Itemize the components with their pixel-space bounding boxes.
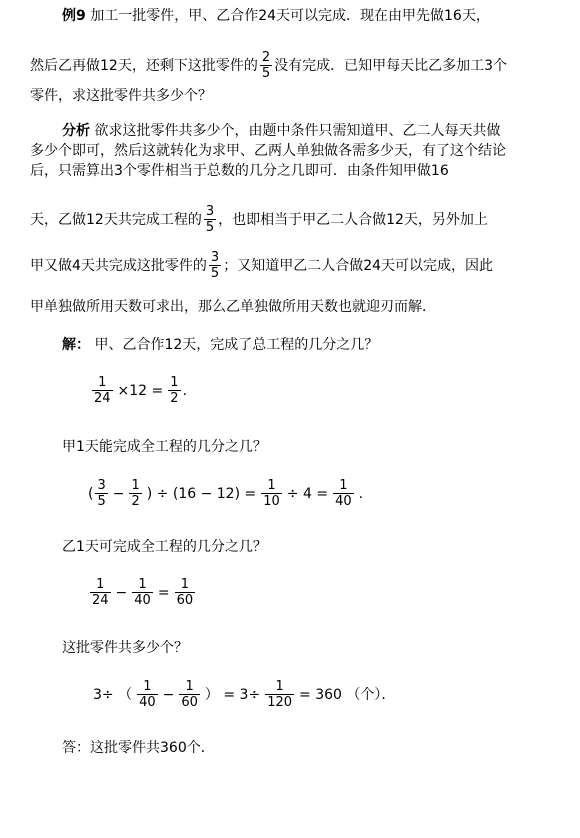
fraction-denominator: 40 xyxy=(134,593,151,608)
fraction-denominator: 120 xyxy=(267,695,293,710)
solution-question-3: 乙1天可完成全工程的几分之几？ xyxy=(62,539,267,555)
period: . xyxy=(182,382,188,399)
fraction-denominator: 40 xyxy=(139,695,156,710)
analysis-label: 分析 xyxy=(62,123,90,139)
fraction xyxy=(261,478,282,509)
operator: ×12 = xyxy=(117,382,164,399)
fraction-denominator: 2 xyxy=(170,391,179,406)
fraction-denominator: 24 xyxy=(94,391,111,406)
problem-text-2b: 没有完成．已知甲每天比乙多加工3个 xyxy=(274,57,508,74)
equation-4 xyxy=(90,679,398,710)
fraction-numerator: 1 xyxy=(170,375,179,390)
fraction xyxy=(168,375,180,406)
fraction-numerator: 1 xyxy=(96,577,105,592)
fraction-two-fifths xyxy=(260,50,272,81)
paren-open: ( xyxy=(88,485,94,502)
fraction-numerator: 1 xyxy=(267,478,276,493)
solution-label: 解： xyxy=(62,337,90,353)
minus-sign: − xyxy=(112,485,125,502)
fraction xyxy=(95,478,107,509)
analysis-line-4 xyxy=(30,204,488,235)
problem-line-1 xyxy=(62,6,490,26)
problem-label: 例9 xyxy=(62,8,86,24)
fraction xyxy=(333,478,354,509)
problem-text-1: 加工一批零件，甲、乙合作24天可以完成．现在由甲先做16天， xyxy=(90,8,490,24)
problem-line-3: 零件，求这批零件共多少个？ xyxy=(30,88,212,104)
problem-text-2a: 然后乙再做12天，还剩下这批零件的 xyxy=(30,57,258,74)
fraction-numerator: 1 xyxy=(138,577,147,592)
fraction-denominator: 5 xyxy=(205,220,215,235)
fraction-numerator: 1 xyxy=(185,679,194,694)
fraction-denominator: 10 xyxy=(263,494,280,509)
analysis-line-5 xyxy=(30,250,493,281)
fraction-numerator: 3 xyxy=(97,478,106,493)
fraction-denominator: 2 xyxy=(131,494,140,509)
solution-question-2: 甲1天能完成全工程的几分之几？ xyxy=(62,439,267,455)
analysis-text-4b: ，也即相当于甲乙二人合做12天，另外加上 xyxy=(218,211,488,228)
problem-line-2 xyxy=(30,50,507,81)
fraction-three-fifths-b xyxy=(209,250,221,281)
analysis-line-1 xyxy=(62,121,500,141)
fraction-denominator: 24 xyxy=(92,593,109,608)
solution-q1-text: 甲、乙合作12天，完成了总工程的几分之几？ xyxy=(94,337,379,353)
minus-sign: − xyxy=(115,584,128,601)
minus-sign: − xyxy=(162,686,175,703)
fraction-numerator: 1 xyxy=(98,375,107,390)
fraction-denominator: 60 xyxy=(176,593,194,608)
analysis-text-5b: ；又知道甲乙二人合做24天可以完成，因此 xyxy=(223,257,494,274)
fraction-denominator: 5 xyxy=(97,494,106,509)
fraction-numerator: 1 xyxy=(131,478,140,493)
analysis-text-5a: 甲又做4天共完成这批零件的 xyxy=(30,257,207,274)
fraction xyxy=(179,679,200,710)
operator: ) ÷ (16 − 12) = xyxy=(146,485,257,502)
analysis-line-3: 后，只需算出3个零件相当于总数的几分之几即可．由条件知甲做16 xyxy=(30,163,449,179)
analysis-text-4a: 天，乙做12天共完成工程的 xyxy=(30,211,202,228)
fraction-numerator: 3 xyxy=(205,204,215,219)
fraction-denominator: 40 xyxy=(335,494,352,509)
fraction xyxy=(137,679,158,710)
fraction xyxy=(92,375,113,406)
fraction-numerator: 1 xyxy=(180,577,189,592)
equals-sign: = xyxy=(157,584,170,601)
answer-line: 答：这批零件共360个． xyxy=(62,740,215,756)
fraction-numerator: 1 xyxy=(143,679,152,694)
analysis-text-1: 欲求这批零件共多少个，由题中条件只需知道甲、乙二人每天共做 xyxy=(94,123,501,139)
analysis-line-2: 多少个即可，然后这就转化为求甲、乙两人单独做各需多少天，有了这个结论 xyxy=(30,143,506,159)
fraction-numerator: 3 xyxy=(210,250,220,265)
solution-question-1 xyxy=(62,335,378,355)
period: . xyxy=(358,485,364,502)
fraction-denominator: 60 xyxy=(181,695,198,710)
analysis-line-6: 甲单独做所用天数可求出，那么乙单独做所用天数也就迎刃而解． xyxy=(30,299,436,315)
fraction xyxy=(90,577,111,608)
operator: ÷ 4 = xyxy=(286,485,329,502)
fraction xyxy=(129,478,141,509)
fraction-three-fifths-a xyxy=(204,204,216,235)
fraction-numerator: 1 xyxy=(275,679,284,694)
result: = 360 （个）． xyxy=(299,686,396,703)
fraction-denominator: 5 xyxy=(261,66,271,81)
fraction-numerator: 1 xyxy=(339,478,348,493)
solution-question-4: 这批零件共多少个？ xyxy=(62,640,188,656)
operator: 3÷ （ xyxy=(93,686,133,703)
equation-2 xyxy=(88,478,366,509)
fraction-denominator: 5 xyxy=(210,266,220,281)
fraction xyxy=(132,577,153,608)
fraction xyxy=(265,679,294,710)
equation-1 xyxy=(90,375,187,406)
fraction xyxy=(175,577,196,608)
equation-3 xyxy=(88,577,197,608)
fraction-numerator: 2 xyxy=(261,50,271,65)
operator: ） = 3÷ xyxy=(204,686,261,703)
